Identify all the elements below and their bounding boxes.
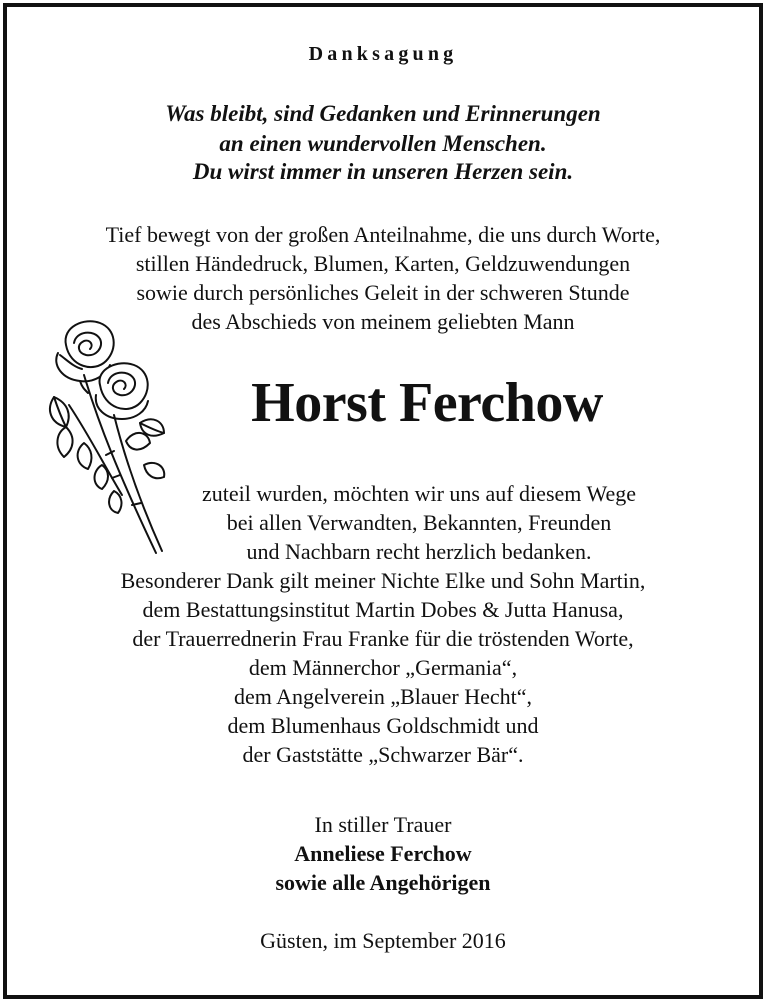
intro-line-4: des Abschieds von meinem geliebten Mann [191,309,575,334]
thanks-line-1: zuteil wurden, möchten wir uns auf diesem Wege [201,481,637,506]
signature-lead: In stiller Trauer [314,812,452,837]
motto-line-3: Du wirst immer in unseren Herzen sein. [192,159,574,184]
thanks-line-7: dem Männerchor „Germania“, [248,655,518,680]
intro-line-3: sowie durch persönliches Geleit in der schweren Stunde [136,280,630,305]
thanks-line-4: Besonderer Dank gilt meiner Nichte Elke und Sohn Martin, [120,568,646,593]
thanks-line-9: dem Blumenhaus Goldschmidt und [227,713,539,738]
signature-family: sowie alle Angehörigen [275,870,491,895]
thanks-line-8: dem Angelverein „Blauer Hecht“, [233,684,533,709]
place-date: Güsten, im September 2016 [260,928,506,953]
intro-line-1: Tief bewegt von der großen Anteilnahme, die uns durch Worte, [105,222,661,247]
thanks-line-6: der Trauerrednerin Frau Franke für die tröstenden Worte, [132,626,634,651]
thanks-line-10: der Gaststätte „Schwarzer Bär“. [242,742,524,767]
motto-line-1: Was bleibt, sind Gedanken und Erinnerungen [165,101,601,126]
deceased-name: Horst Ferchow [251,372,603,434]
thanks-line-2: bei allen Verwandten, Bekannten, Freunden [226,510,612,535]
signature-name: Anneliese Ferchow [294,841,472,866]
motto-line-2: an einen wundervollen Menschen. [219,131,547,156]
thanks-line-3: und Nachbarn recht herzlich bedanken. [246,539,592,564]
intro-line-2: stillen Händedruck, Blumen, Karten, Geldzuwendungen [135,251,631,276]
thanks-line-5: dem Bestattungsinstitut Martin Dobes & Jutta Hanusa, [142,597,624,622]
notice-title: Danksagung [308,43,458,65]
